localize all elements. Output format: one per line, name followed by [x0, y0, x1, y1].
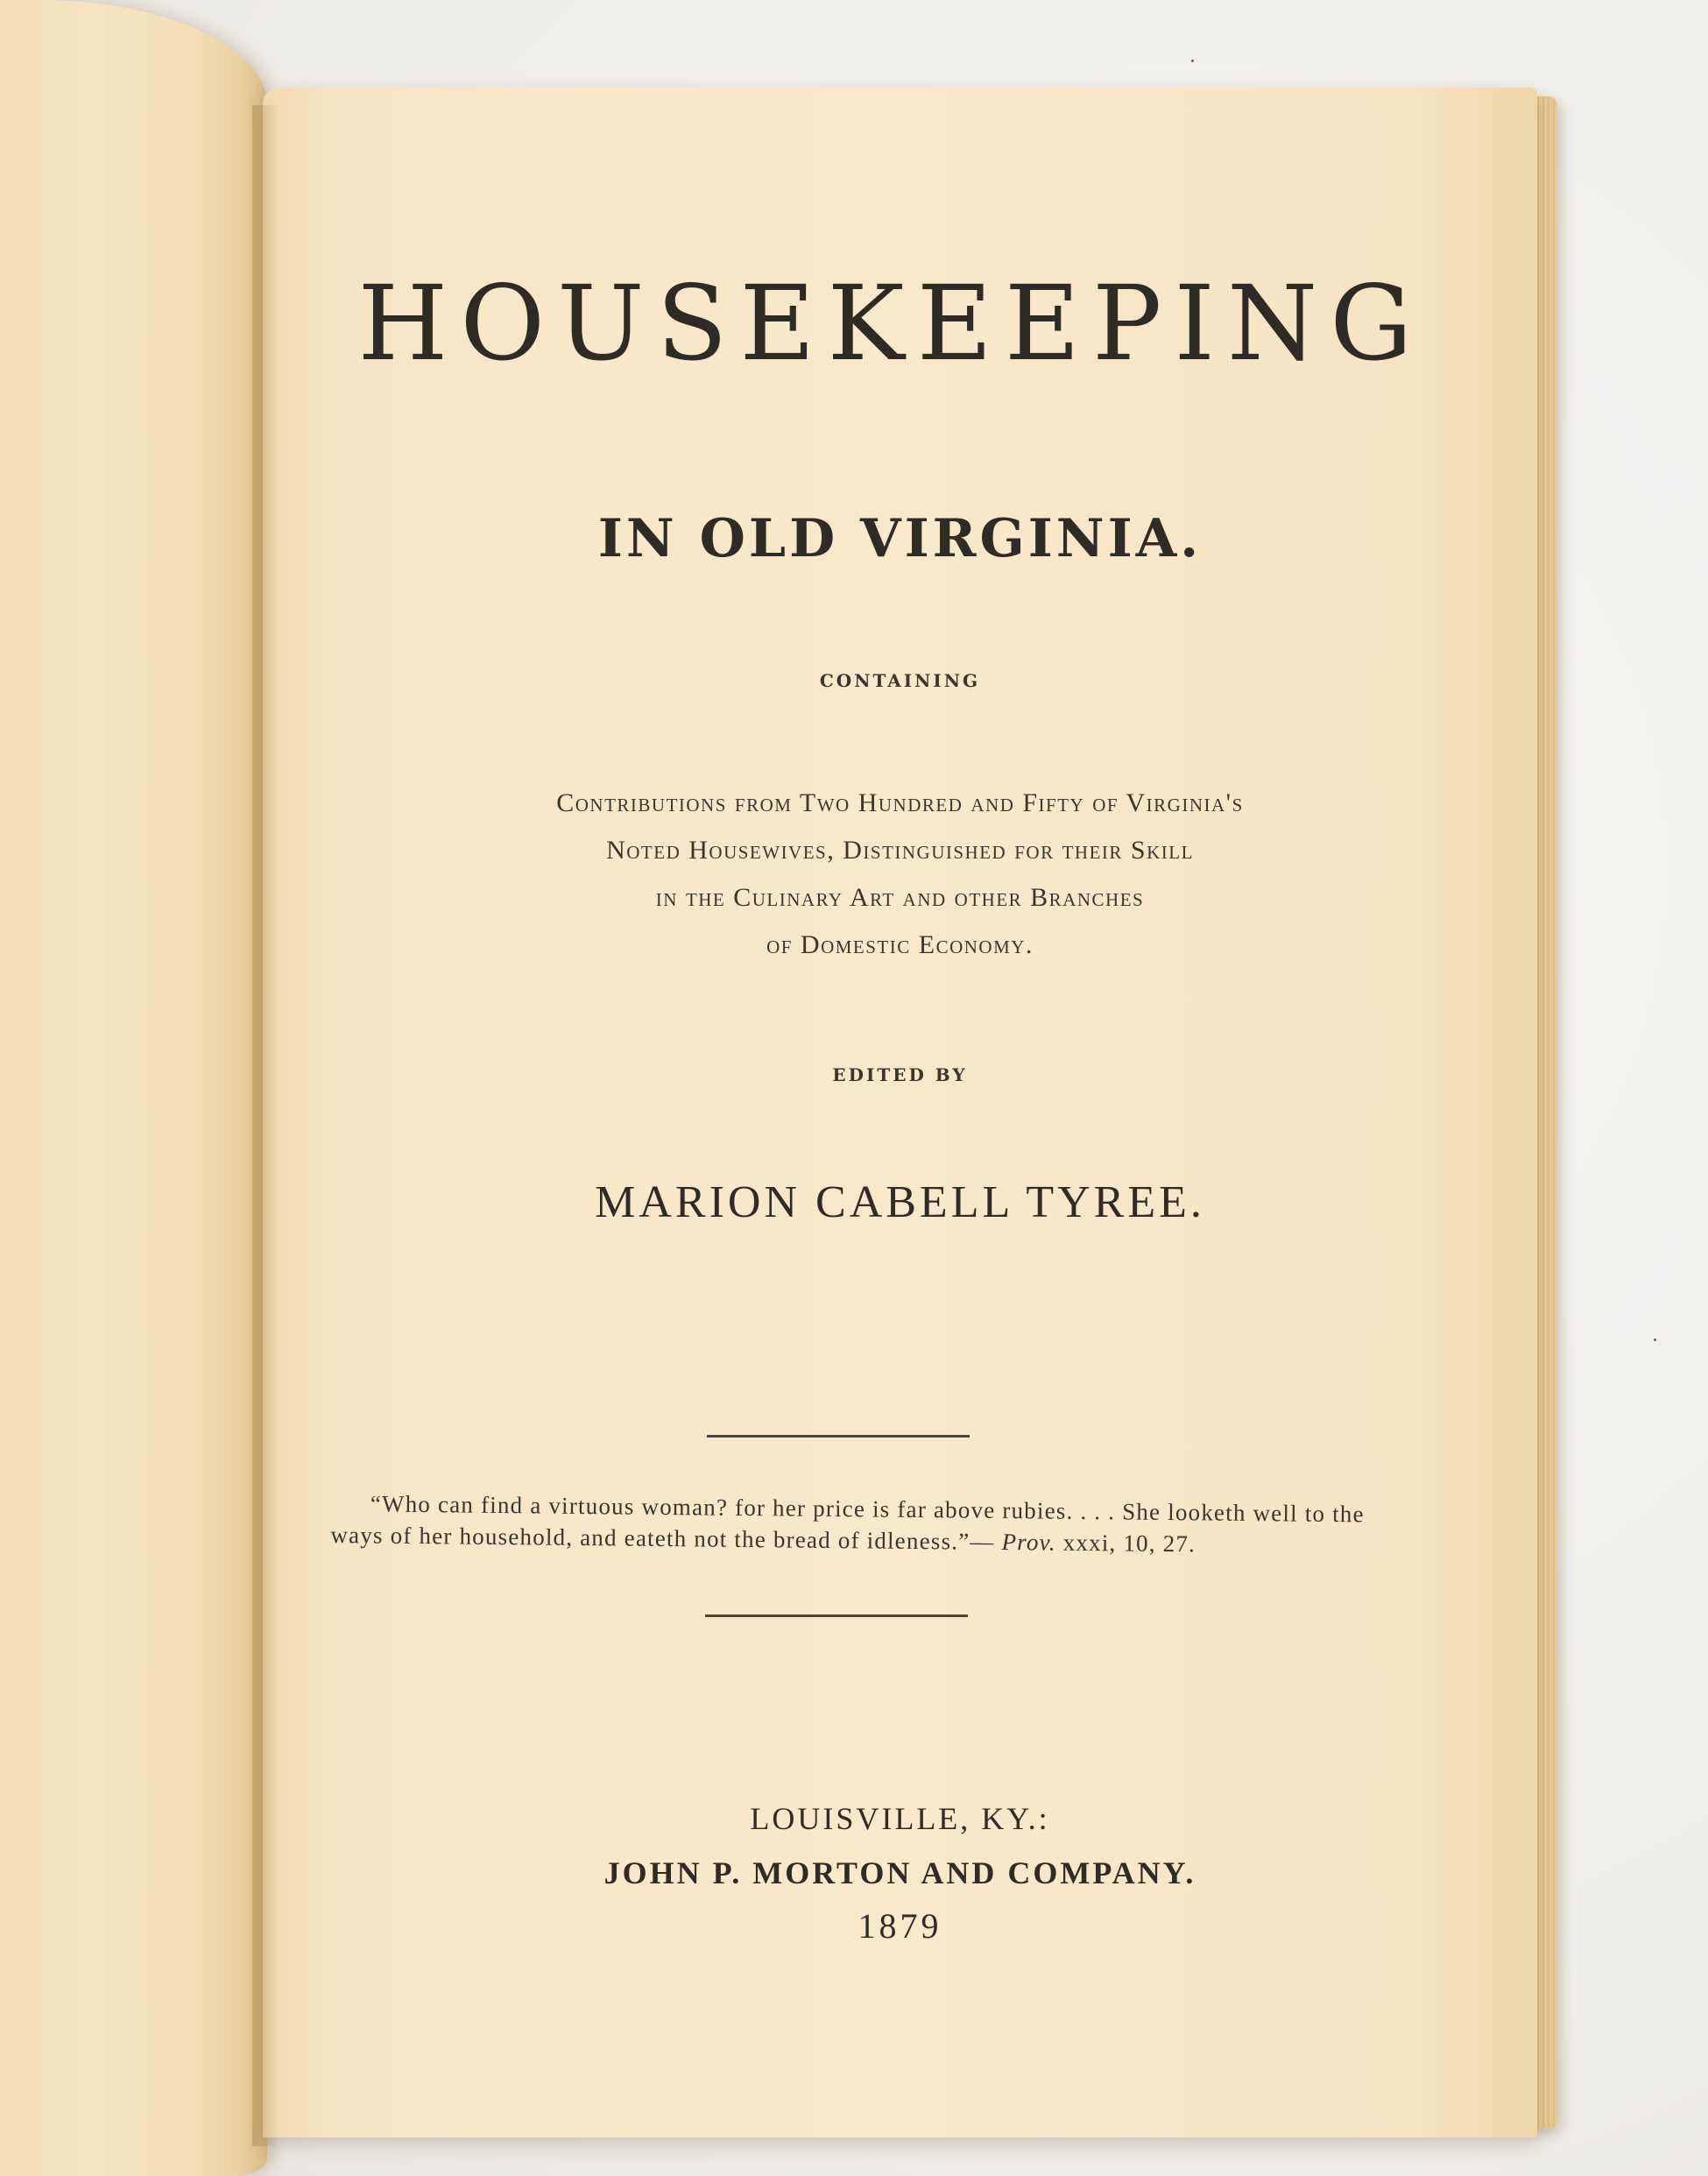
- quote-reference: Prov.: [1001, 1529, 1056, 1556]
- book-title: HOUSEKEEPING: [357, 263, 1425, 384]
- publication-year: 1879: [858, 1906, 942, 1946]
- contributions-text: [263, 780, 1537, 969]
- contributions-line: Contributions from Two Hundred and Fifty of Virginia's: [556, 788, 1244, 817]
- containing-label: CONTAINING: [819, 670, 981, 691]
- publisher-name: JOHN P. MORTON AND COMPANY.: [603, 1855, 1196, 1890]
- epigraph-quote: [330, 1487, 1365, 1561]
- edited-by-label: EDITED BY: [832, 1064, 968, 1085]
- divider-rule: [705, 1614, 968, 1617]
- divider-rule: [707, 1435, 970, 1438]
- editor-name: MARION CABELL TYREE.: [595, 1177, 1205, 1227]
- dust-speck: [1191, 60, 1194, 62]
- left-page: [0, 0, 267, 2176]
- quote-reference-rest: xxxi, 10, 27.: [1055, 1529, 1196, 1558]
- contributions-line: Noted Housewives, Distinguished for their Skill: [606, 836, 1194, 865]
- quote-text: “Who can find a virtuous woman? for her price is far above rubies. . . . She looketh well to the ways of her household, and eateth not the bread of idleness.”—: [330, 1490, 1365, 1555]
- dust-speck: [1654, 1339, 1656, 1341]
- contributions-line: in the Culinary Art and other Branches: [655, 883, 1145, 912]
- publication-place: LOUISVILLE, KY.:: [750, 1801, 1050, 1836]
- book-gutter-shadow: [252, 105, 277, 2146]
- book-subtitle: IN OLD VIRGINIA.: [597, 508, 1203, 569]
- title-page-content: [263, 88, 1537, 2137]
- title-page: [263, 88, 1537, 2137]
- contributions-line: of Domestic Economy.: [766, 930, 1034, 959]
